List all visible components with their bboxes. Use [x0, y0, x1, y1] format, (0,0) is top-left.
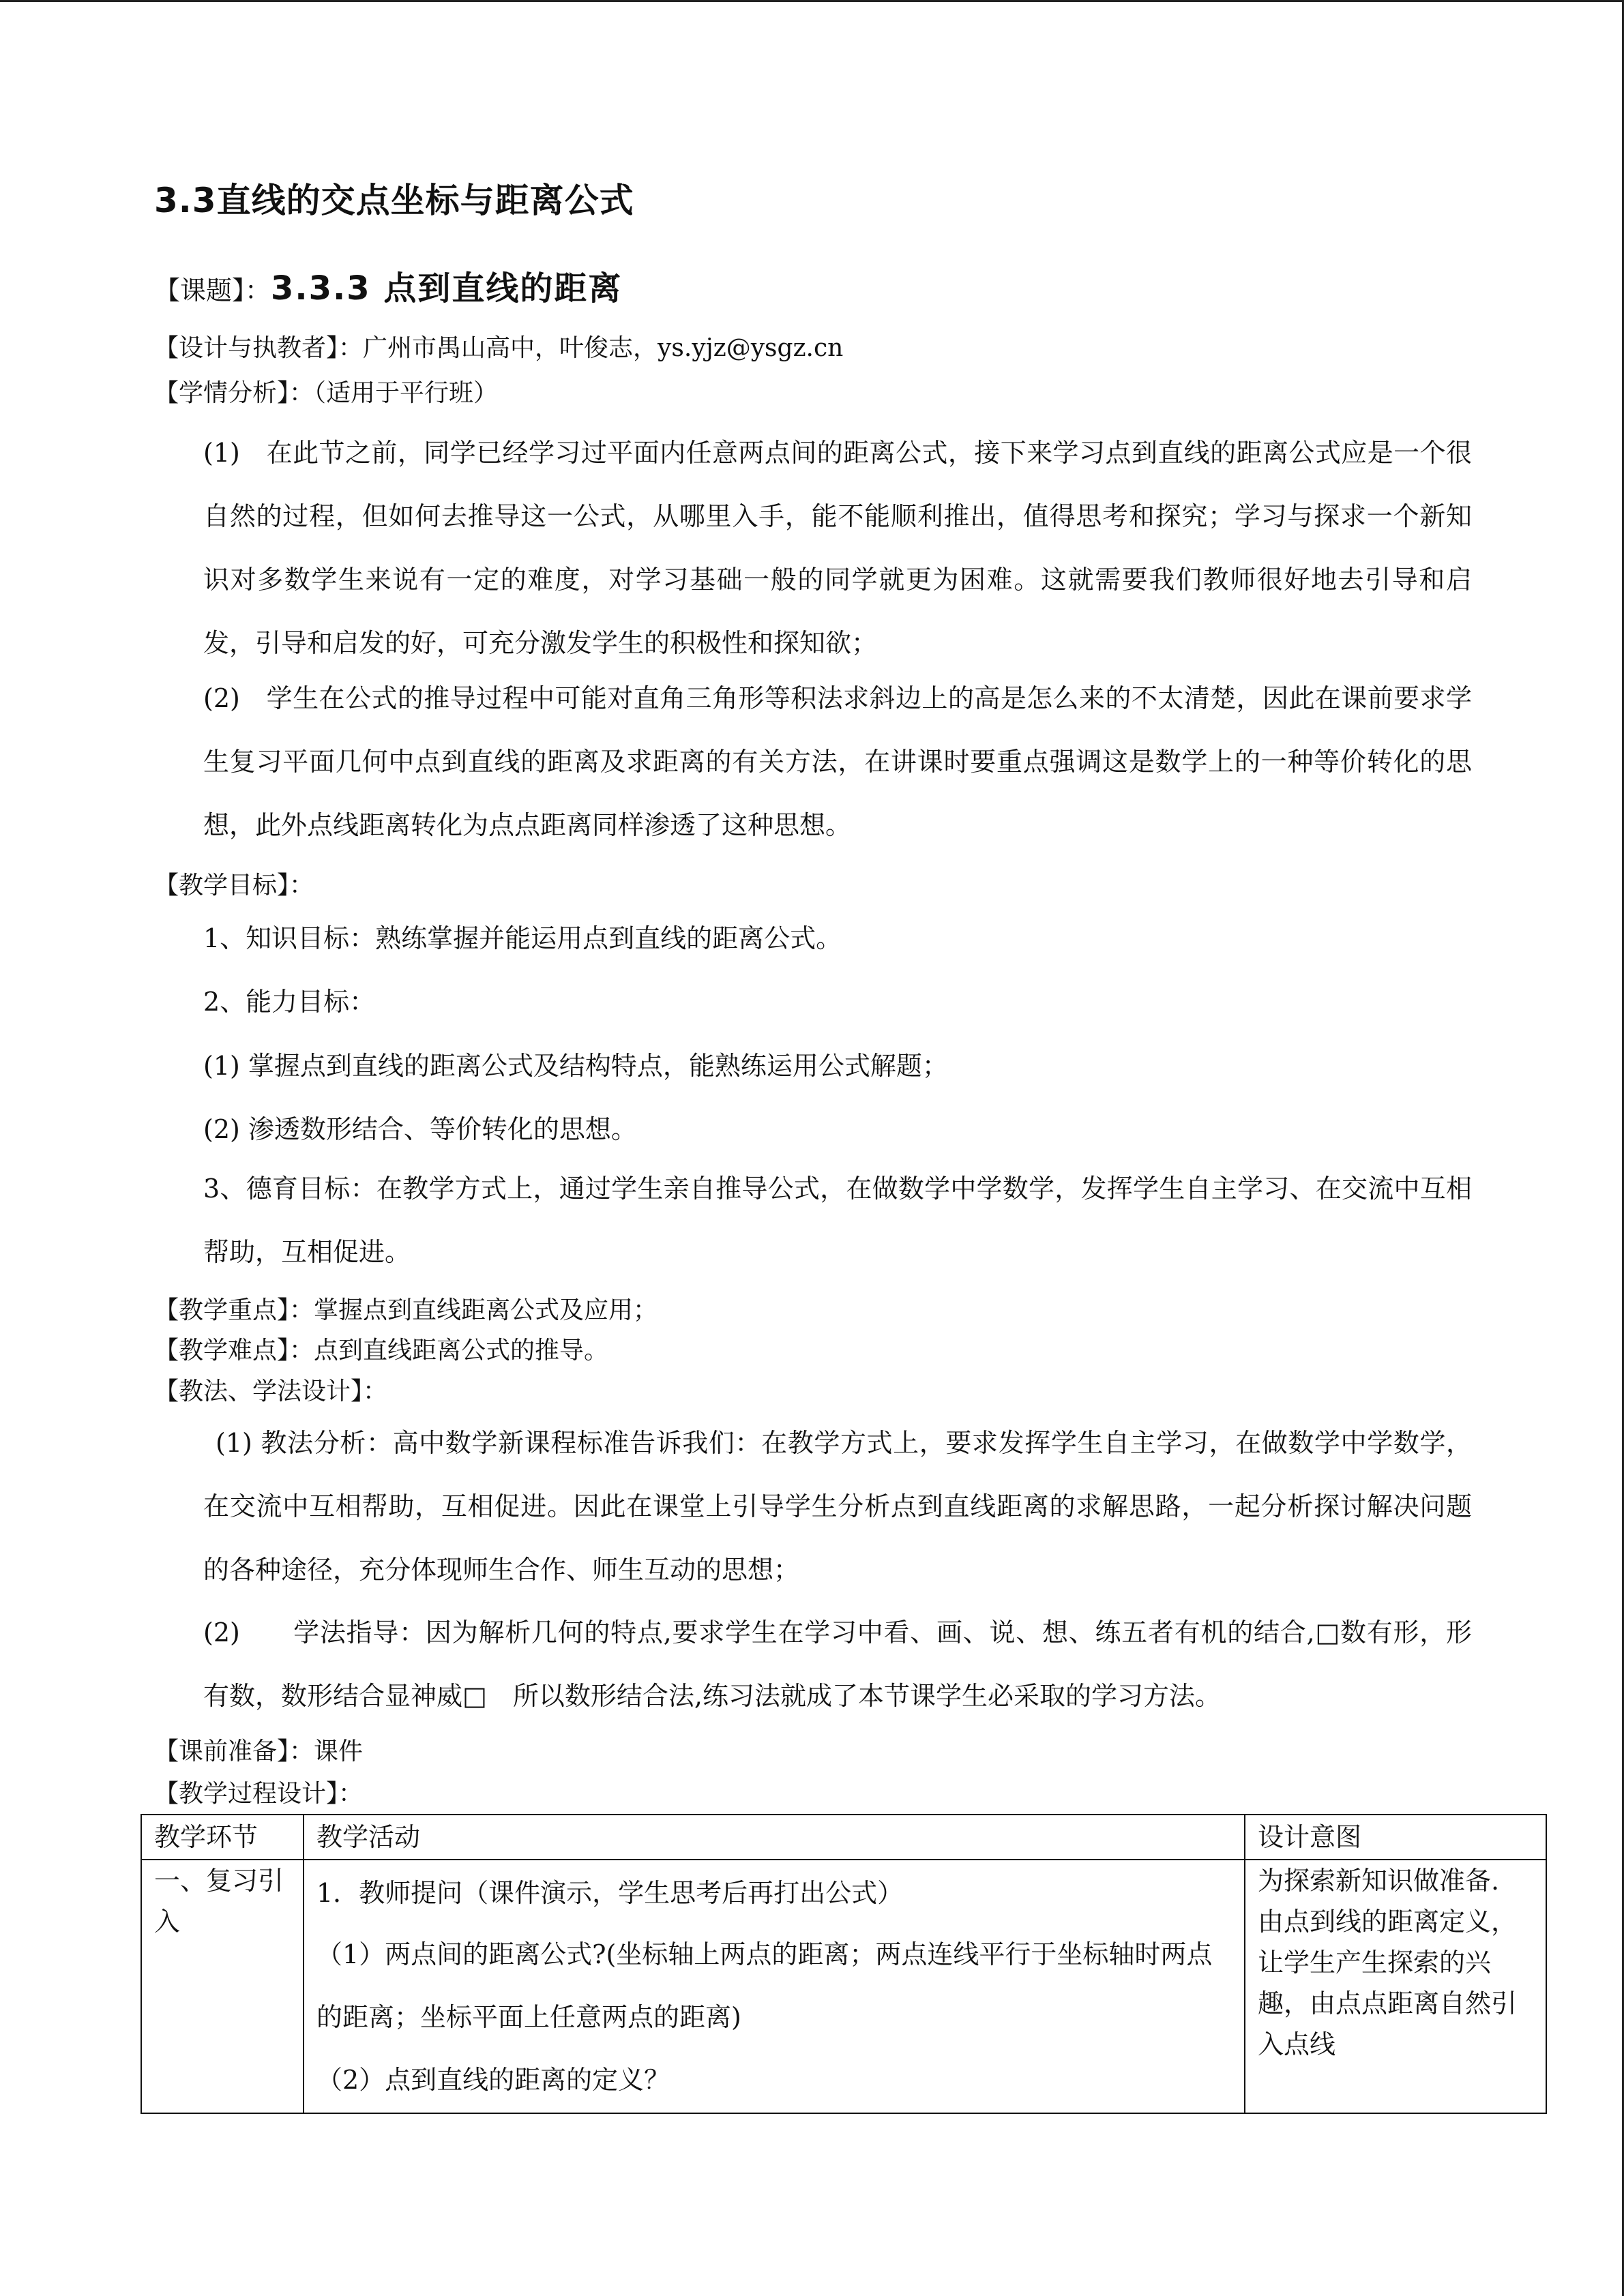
header-intent: 设计意图 [1245, 1815, 1546, 1860]
goal-ability-2: (2) 渗透数形结合、等价转化的思想。 [203, 1114, 637, 1144]
topic-value: 3.3.3 点到直线的距离 [271, 269, 623, 308]
activity-item-1: （1）两点间的距离公式?(坐标轴上两点的距离；两点连线平行于坐标轴时两点的距离；坐标平面上任意两点的距离) [316, 1939, 1213, 2032]
prep-line: 【课前准备】：课件 [154, 1738, 364, 1765]
table-row [141, 1860, 1546, 2113]
analysis-paragraph-2: (2) 学生在公式的推导过程中可能对直角三角形等积法求斜边上的高是怎么来的不太清楚，因此在课前要求学生复习平面几何中点到直线的距离及求距离的有关方法，在讲课时要重点强调这是数学上的一种等价转化的思想，此外点线距离转化为点点距离同样渗透了这种思想。 [203, 683, 1472, 840]
method-heading: 【教法、学法设计】： [154, 1377, 388, 1405]
activity-question: 1．教师提问（课件演示，学生思考后再打出公式） [316, 1878, 904, 1908]
method-learning: (2) 学法指导：因为解析几何的特点,要求学生在学习中看、画、说、想、练五者有机的结合,□数有形，形有数，数形结合显神威□ 所以数形结合法,练习法就成了本节课学生必采取的学习方法。 [203, 1617, 1472, 1711]
intent-cell: 为探索新知识做准备. 由点到线的距离定义，让学生产生探索的兴趣，由点点距离自然引入点线 [1245, 1860, 1546, 2113]
topic-line [154, 262, 622, 309]
goal-ability-1: (1) 掌握点到直线的距离公式及结构特点，能熟练运用公式解题； [203, 1051, 948, 1081]
difficulty: 【教学难点】：点到直线距离公式的推导。 [154, 1337, 609, 1365]
designer-line: 【设计与执教者】：广州市禺山高中，叶俊志，ys.yjz@ysgz.cn [154, 334, 844, 362]
process-table [141, 1814, 1547, 2114]
activity-cell [304, 1860, 1245, 2113]
method-teaching: (1) 教法分析：高中数学新课程标准告诉我们：在教学方式上，要求发挥学生自主学习，在做数学中学数学，在交流中互相帮助，互相促进。因此在课堂上引导学生分析点到直线距离的求解思路，一起分析探讨解决问题的各种途径，充分体现师生合作、师生互动的思想； [203, 1428, 1472, 1585]
goal-moral: 3、德育目标：在教学方式上，通过学生亲自推导公式，在做数学中学数学，发挥学生自主学习、在交流中互相帮助，互相促进。 [203, 1174, 1472, 1267]
header-activity: 教学活动 [304, 1815, 1245, 1860]
goals-heading: 【教学目标】： [154, 871, 314, 899]
table-header-row [141, 1815, 1546, 1860]
goal-ability: 2、能力目标： [203, 987, 376, 1017]
topic-label: 【课题】： [154, 275, 271, 305]
process-heading: 【教学过程设计】： [154, 1780, 364, 1808]
analysis-heading: 【学情分析】：（适用于平行班） [154, 379, 499, 407]
activity-item-2: （2）点到直线的距离的定义？ [316, 2065, 670, 2095]
goal-knowledge: 1、知识目标：熟练掌握并能运用点到直线的距离公式。 [203, 923, 842, 953]
document-title: 3.3直线的交点坐标与距离公式 [154, 181, 634, 220]
key-point: 【教学重点】：掌握点到直线距离公式及应用； [154, 1296, 658, 1324]
stage-cell: 一、复习引入 [141, 1860, 304, 2113]
header-stage: 教学环节 [141, 1815, 304, 1860]
analysis-paragraph-1: (1) 在此节之前，同学已经学习过平面内任意两点间的距离公式，接下来学习点到直线的距离公式应是一个很自然的过程，但如何去推导这一公式，从哪里入手，能不能顺利推出，值得思考和探究；学习与探求一个新知识对多数学生来说有一定的难度，对学习基础一般的同学就更为困难。这就需要我们教师很好地去引导和启发，引导和启发的好，可充分激发学生的积极性和探知欲； [203, 438, 1472, 658]
